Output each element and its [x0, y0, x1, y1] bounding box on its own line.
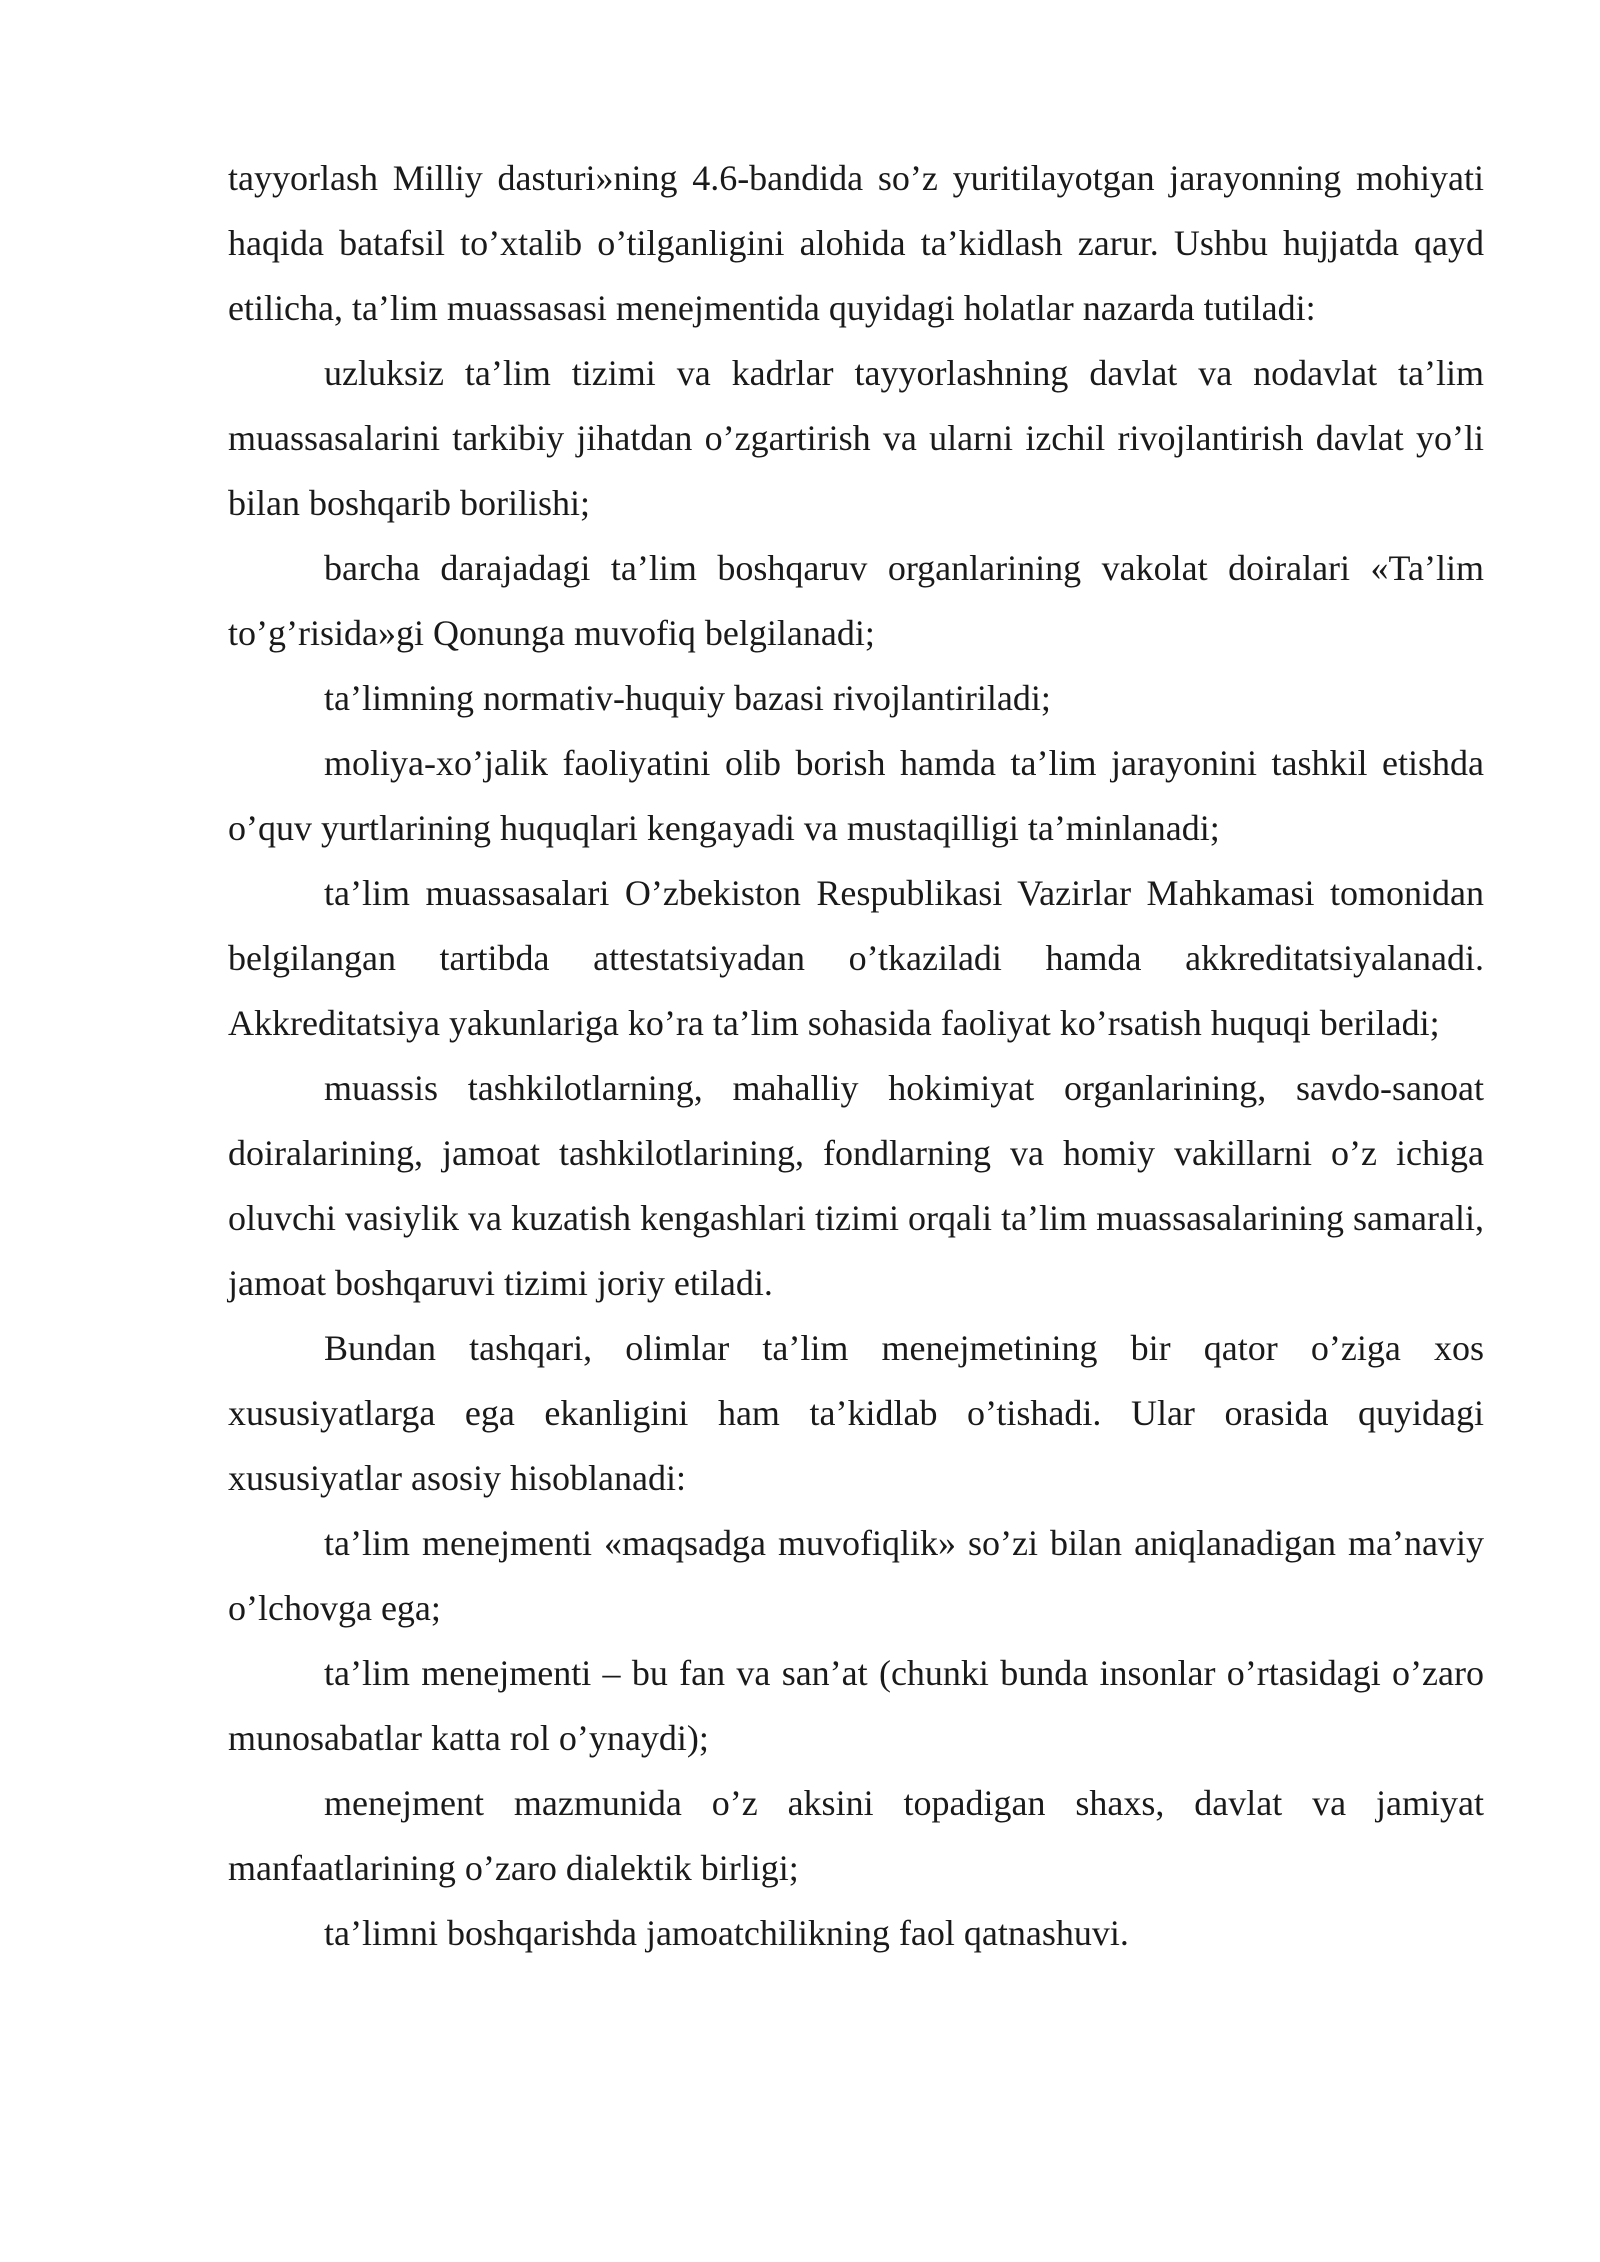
- paragraph-intro: tayyorlash Milliy dasturi»ning 4.6-bandida so’z yuritilayotgan jarayonning mohiyati haqida batafsil to’xtalib o’tilganligini alohida ta’kidlash zarur. Ushbu hujjatda qayd etilicha, ta’lim muassasasi menejmentida quyidagi holatlar nazarda tutiladi:: [228, 158, 1484, 328]
- paragraph-item-continuous-education: uzluksiz ta’lim tizimi va kadrlar tayyorlashning davlat va nodavlat ta’lim muassasalarini tarkibiy jihatdan o’zgartirish va ularni izchil rivojlantirish davlat yo’li bilan boshqarib borilishi;: [228, 353, 1484, 523]
- paragraph-item-financial-autonomy: moliya-xo’jalik faoliyatini olib borish hamda ta’lim jarayonini tashkil etishda o’quv yurtlarining huquqlari kengayadi va mustaqilligi ta’minlanadi;: [228, 743, 1484, 848]
- document-page: [228, 146, 1484, 1966]
- paragraph-item-legal-base: ta’limning normativ-huquiy bazasi rivojlantiriladi;: [324, 678, 1051, 718]
- paragraph-item-supervisory-boards: muassis tashkilotlarning, mahalliy hokimiyat organlarining, savdo-sanoat doiralarining, jamoat tashkilotlarining, fondlarning va homiy vakillarni o’z ichiga oluvchi vasiylik va kuzatish kengashlari tizimi orqali ta’lim muassasalarining samarali, jamoat boshqaruvi tizimi joriy etiladi.: [228, 1068, 1484, 1303]
- paragraph-feature-moral-dimension: ta’lim menejmenti «maqsadga muvofiqlik» so’zi bilan aniqlanadigan ma’naviy o’lchovga ega;: [228, 1523, 1484, 1628]
- paragraph-features-intro: Bundan tashqari, olimlar ta’lim menejmetining bir qator o’ziga xos xususiyatlarga ega ekanligini ham ta’kidlab o’tishadi. Ular orasida quyidagi xususiyatlar asosiy hisoblanadi:: [228, 1328, 1484, 1498]
- paragraph-item-accreditation: ta’lim muassasalari O’zbekiston Respublikasi Vazirlar Mahkamasi tomonidan belgilangan tartibda attestatsiyadan o’tkaziladi hamda akkreditatsiyalanadi. Akkreditatsiya yakunlariga ko’ra ta’lim sohasida faoliyat ko’rsatish huquqi beriladi;: [228, 873, 1484, 1043]
- paragraph-feature-dialectical-unity: menejment mazmunida o’z aksini topadigan shaxs, davlat va jamiyat manfaatlarining o’zaro dialektik birligi;: [228, 1783, 1484, 1888]
- paragraph-feature-science-and-art: ta’lim menejmenti – bu fan va san’at (chunki bunda insonlar o’rtasidagi o’zaro munosabatlar katta rol o’ynaydi);: [228, 1653, 1484, 1758]
- paragraph-feature-public-participation: ta’limni boshqarishda jamoatchilikning faol qatnashuvi.: [324, 1913, 1129, 1953]
- paragraph-item-governance-bodies: barcha darajadagi ta’lim boshqaruv organlarining vakolat doiralari «Ta’lim to’g’risida»gi Qonunga muvofiq belgilanadi;: [228, 548, 1484, 653]
